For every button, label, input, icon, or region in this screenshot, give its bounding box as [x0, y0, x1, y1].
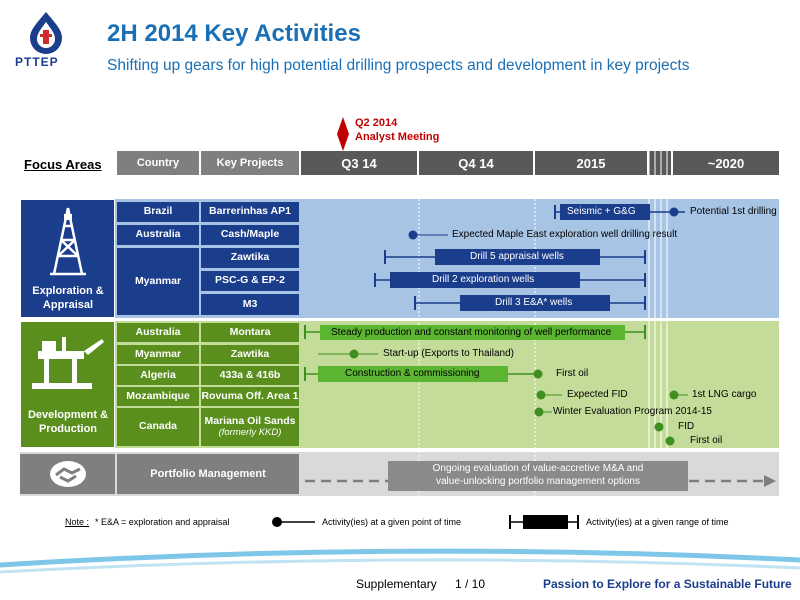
footer-supplementary: Supplementary [356, 577, 437, 591]
drill5-label: Drill 5 appraisal wells [470, 251, 564, 262]
exp-project-barrerinhas: Barrerinhas AP1 [201, 202, 299, 222]
exp-project-cash-maple: Cash/Maple [201, 225, 299, 245]
development-label: Development & Production [27, 409, 109, 436]
portfolio-label: Portfolio Management [117, 454, 299, 494]
dev-country-canada: Canada [117, 408, 199, 446]
drill3-label: Drill 3 E&A* wells [495, 297, 573, 308]
maple-label: Expected Maple East exploration well drilling result [452, 229, 678, 240]
exp-project-m3: M3 [201, 294, 299, 315]
header-country: Country [117, 151, 199, 175]
first-oil2-label: First oil [690, 435, 723, 446]
dev-project-rovuma: Rovuma Off. Area 1 [201, 387, 299, 406]
mariana-sub: (formerly KKD) [218, 426, 282, 438]
focus-areas-label: Focus Areas [24, 157, 102, 172]
header-q4: Q4 14 [419, 151, 533, 175]
header-2015: 2015 [535, 151, 647, 175]
logo-text: PTTEP [15, 55, 59, 69]
portfolio-line1: Ongoing evaluation of value-accretive M&A and [432, 463, 644, 474]
legend-point: Activity(ies) at a given point of time [322, 517, 462, 527]
header-2020: ~2020 [673, 151, 779, 175]
dev-project-montara: Montara [201, 323, 299, 342]
header-key-projects: Key Projects [201, 151, 299, 175]
dev-project-433a: 433a & 416b [201, 366, 299, 385]
note-label: Note : [65, 517, 90, 527]
exp-country-australia: Australia [117, 225, 199, 245]
portfolio-text [388, 463, 688, 488]
dev-project-zawtika: Zawtika [201, 345, 299, 364]
dev-country-myanmar: Myanmar [117, 345, 199, 364]
mariana-name: Mariana Oil Sands [204, 415, 296, 427]
fid2-label: FID [678, 421, 695, 432]
first-oil-label: First oil [556, 368, 589, 379]
montara-label: Steady production and constant monitoring of well performance [331, 327, 612, 338]
milestone-line1: Q2 2014 [355, 117, 398, 129]
fid-label: Expected FID [567, 389, 628, 400]
seismic-label: Seismic + G&G [567, 206, 636, 217]
dev-country-algeria: Algeria [117, 366, 199, 385]
startup-label: Start-up (Exports to Thailand) [383, 348, 514, 359]
winter-label: Winter Evaluation Program 2014-15 [553, 406, 712, 417]
exploration-label: Exploration & Appraisal [32, 285, 104, 312]
header-q3: Q3 14 [301, 151, 417, 175]
page-subtitle: Shifting up gears for high potential drilling prospects and development in key projects [107, 57, 690, 74]
milestone-line2: Analyst Meeting [355, 130, 440, 143]
lng-label: 1st LNG cargo [692, 389, 757, 400]
exp-project-zawtika: Zawtika [201, 248, 299, 268]
footer-slogan: Passion to Explore for a Sustainable Future [543, 577, 792, 591]
construction-label: Construction & commissioning [345, 368, 480, 379]
portfolio-line2: value-unlocking portfolio management options [435, 475, 640, 487]
page-title: 2H 2014 Key Activities [107, 20, 361, 47]
legend-range: Activity(ies) at a given range of time [586, 517, 729, 527]
dev-country-australia: Australia [117, 323, 199, 342]
exp-country-brazil: Brazil [117, 202, 199, 222]
potential-drilling-label: Potential 1st drilling [690, 206, 777, 217]
exp-project-pscg: PSC-G & EP-2 [201, 271, 299, 291]
drill2-label: Drill 2 exploration wells [432, 274, 535, 285]
exp-country-myanmar: Myanmar [117, 248, 199, 315]
page-number: 1 / 10 [455, 577, 486, 591]
dev-country-mozambique: Mozambique [117, 387, 199, 406]
note-text: * E&A = exploration and appraisal [95, 517, 230, 527]
